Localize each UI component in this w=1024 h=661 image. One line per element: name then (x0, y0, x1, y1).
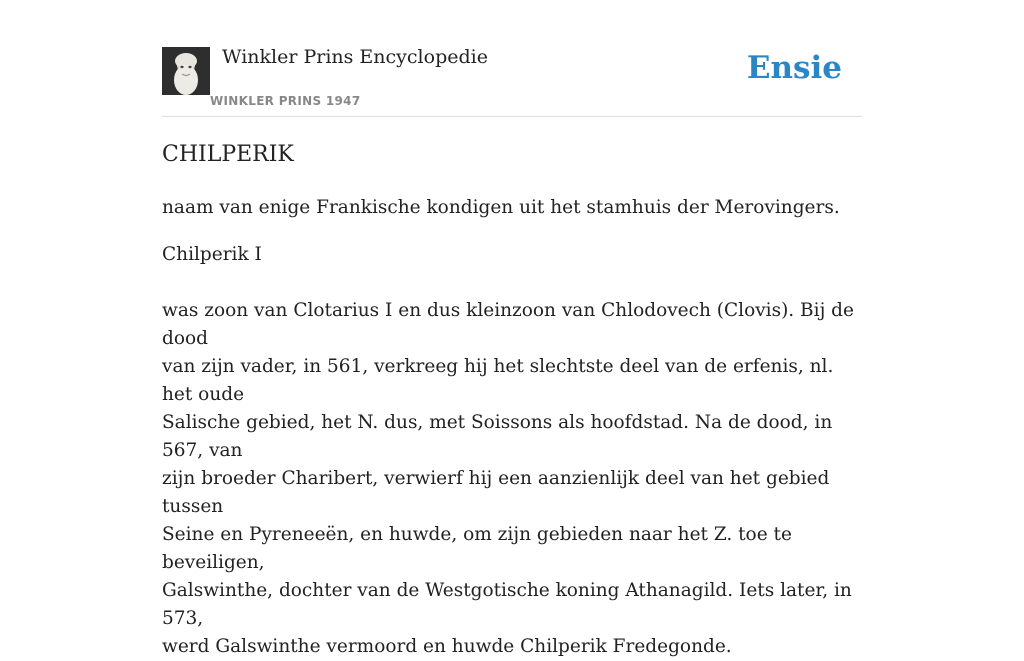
entry-title: CHILPERIK (162, 142, 294, 167)
entry-body (162, 297, 862, 661)
book-title[interactable]: Winkler Prins Encyclopedie (222, 46, 488, 68)
body-line: van zijn vader, in 561, verkreeg hij het slechtste deel van de erfenis, nl. het oude (162, 356, 834, 405)
book-subtitle[interactable]: WINKLER PRINS 1947 (210, 94, 361, 108)
entry-intro: naam van enige Frankische kondigen uit het stamhuis der Merovingers. (162, 197, 840, 218)
article (162, 140, 862, 661)
entry-subheading: Chilperik I (162, 244, 262, 265)
body-line: Seine en Pyreneeën, en huwde, om zijn gebieden naar het Z. toe te beveiligen, (162, 524, 792, 573)
brand-logo[interactable]: Ensie (746, 50, 842, 86)
body-line: Galswinthe, dochter van de Westgotische koning Athanagild. Iets later, in 573, (162, 580, 852, 629)
body-line: was zoon van Clotarius I en dus kleinzoon van Chlodovech (Clovis). Bij de dood (162, 300, 854, 349)
bearded-man-portrait-icon (162, 47, 210, 95)
body-line: zijn broeder Charibert, verwierf hij een aanzienlijk deel van het gebied tussen (162, 468, 830, 517)
page-header (162, 44, 862, 117)
author-avatar[interactable] (162, 47, 210, 95)
body-line: werd Galswinthe vermoord en huwde Chilperik Fredegonde. (162, 636, 732, 657)
body-line: Salische gebied, het N. dus, met Soissons als hoofdstad. Na de dood, in 567, van (162, 412, 833, 461)
